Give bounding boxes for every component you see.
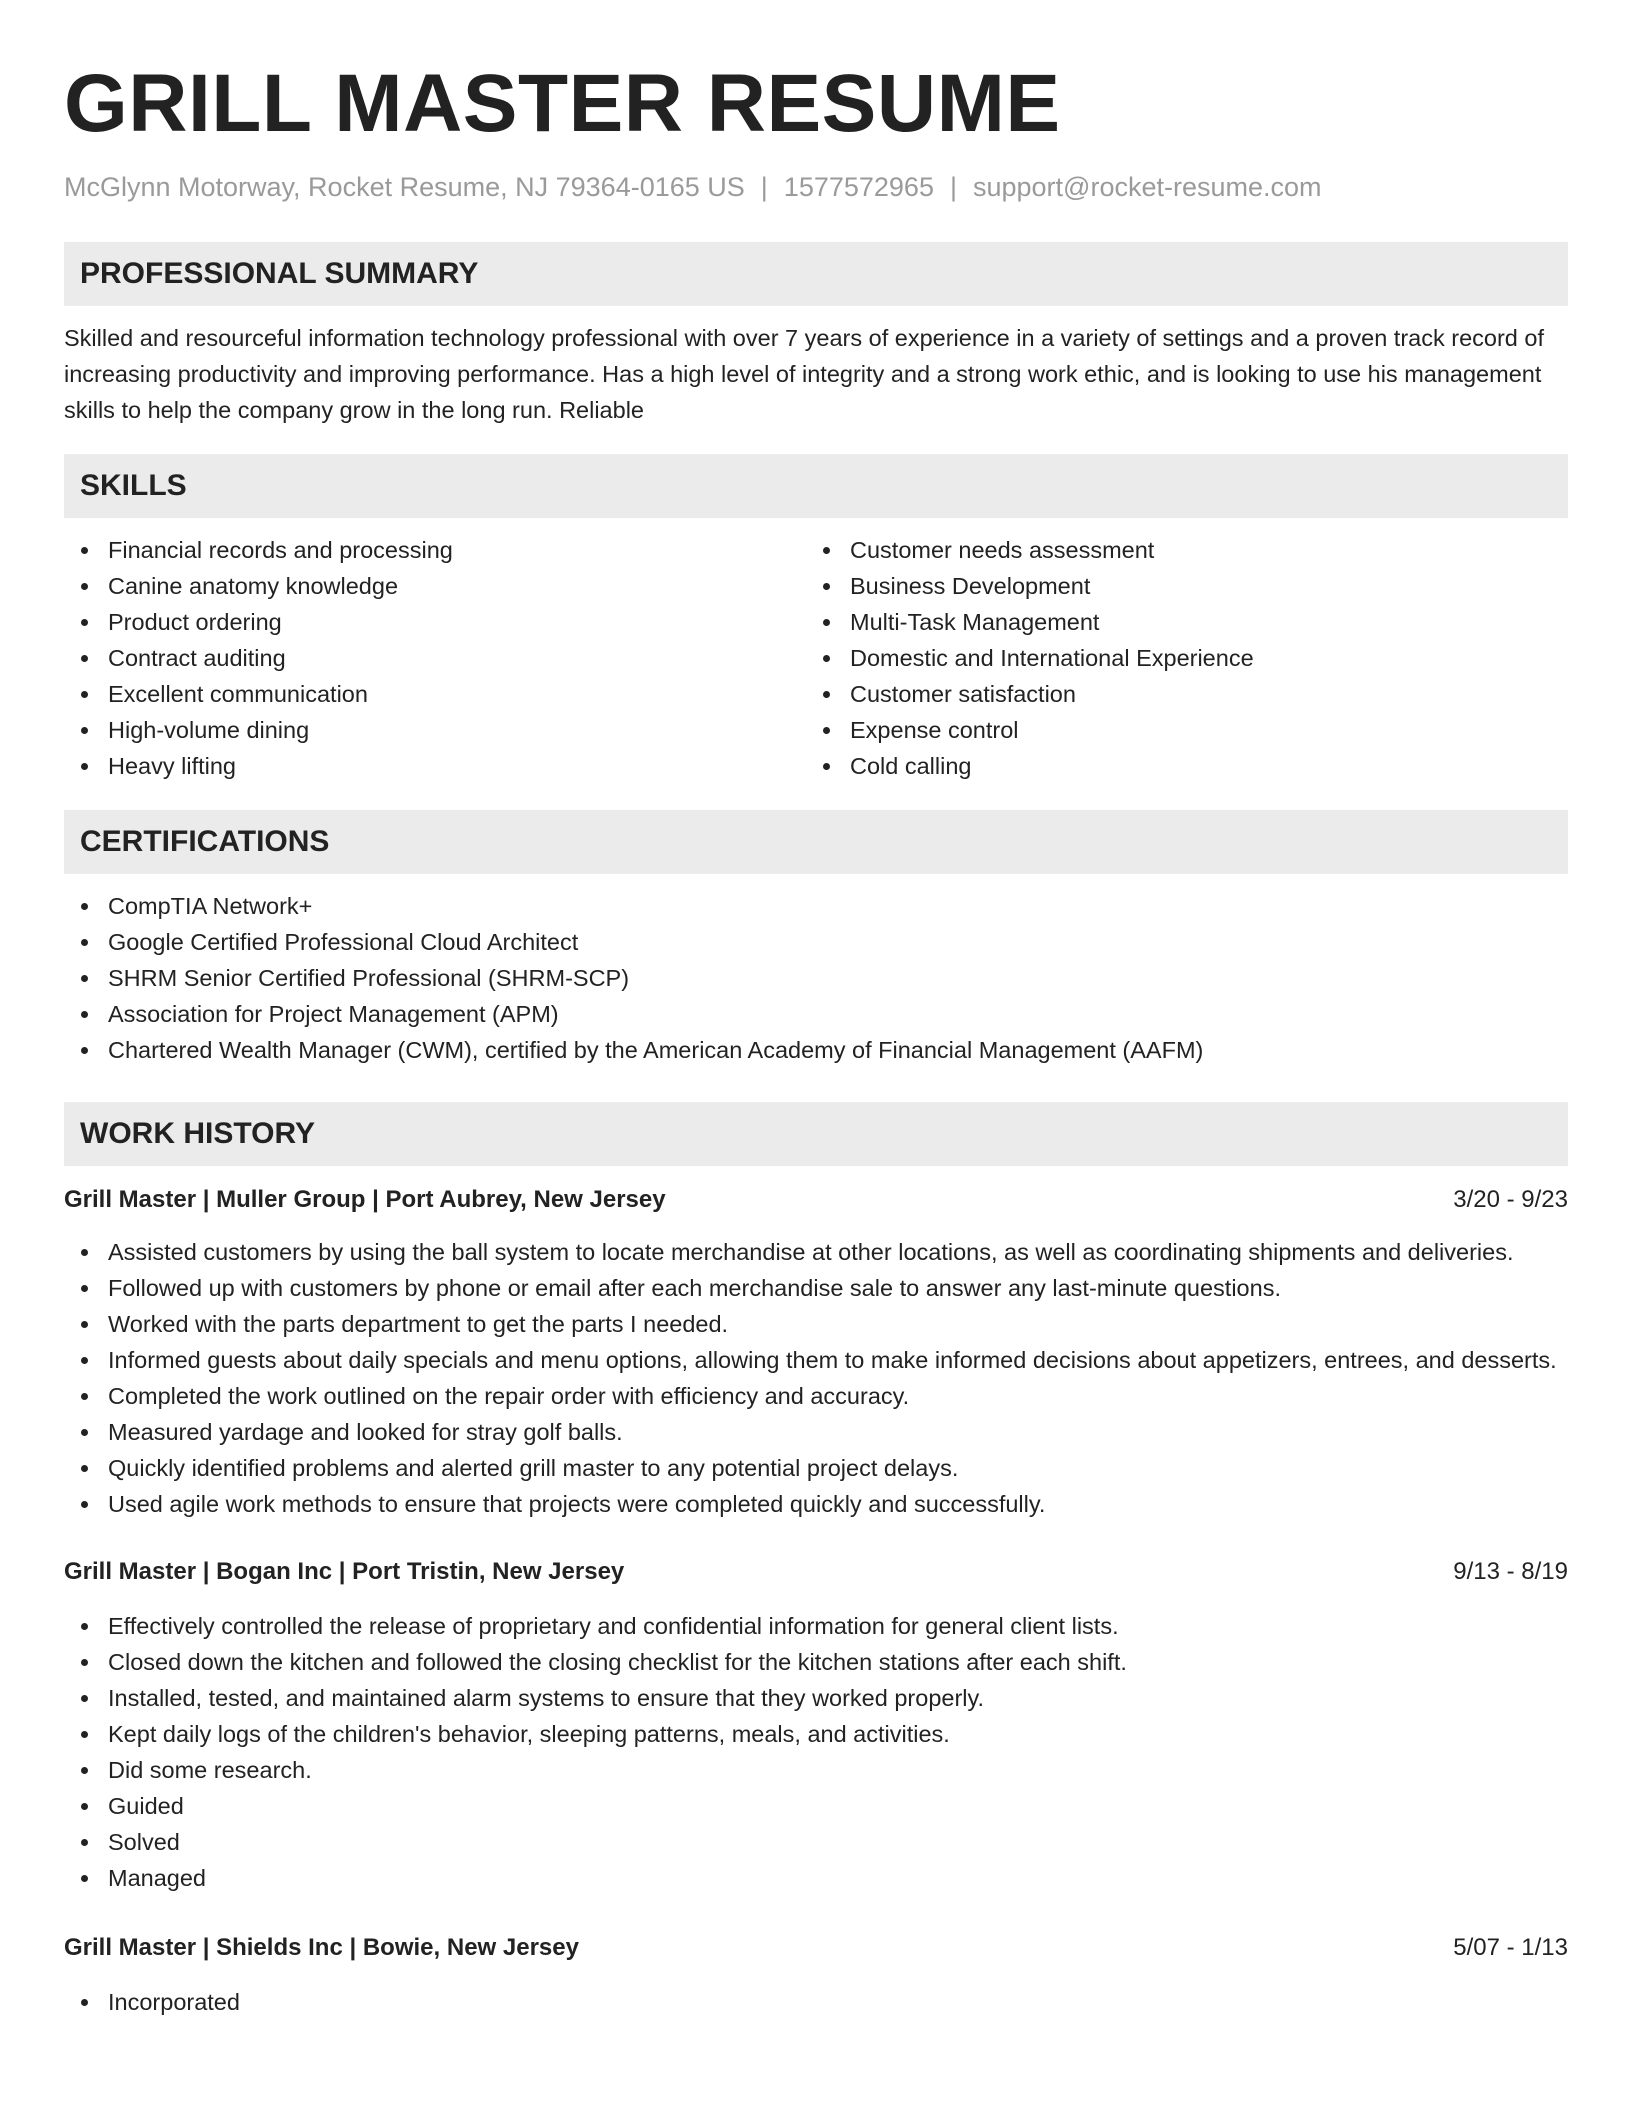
skills-heading: SKILLS — [64, 454, 1568, 518]
job-bullet: Closed down the kitchen and followed the closing checklist for the kitchen stations after each shift. — [64, 1644, 1568, 1680]
skill-item: Contract auditing — [64, 640, 806, 676]
job-dates: 3/20 - 9/23 — [1453, 1186, 1568, 1213]
skill-item: Canine anatomy knowledge — [64, 568, 806, 604]
certifications-heading: CERTIFICATIONS — [64, 810, 1568, 874]
job-bullets — [64, 1608, 1568, 1896]
skill-item: Customer satisfaction — [806, 676, 1548, 712]
job-header — [64, 1930, 1568, 1966]
skills-column-right — [806, 532, 1548, 784]
job-title: Grill Master | Bogan Inc | Port Tristin, New Jersey — [64, 1558, 625, 1585]
skill-item: Multi-Task Management — [806, 604, 1548, 640]
contact-separator: | — [949, 172, 957, 202]
contact-email: support@rocket-resume.com — [972, 172, 1322, 202]
contact-phone: 1577572965 — [783, 172, 934, 202]
contact-address: McGlynn Motorway, Rocket Resume, NJ 79364-0165 US — [64, 172, 745, 202]
work-history-heading: WORK HISTORY — [64, 1102, 1568, 1166]
job-bullet: Followed up with customers by phone or email after each merchandise sale to answer any last-minute questions. — [64, 1270, 1568, 1306]
skill-item: Domestic and International Experience — [806, 640, 1548, 676]
job-dates: 5/07 - 1/13 — [1453, 1934, 1568, 1961]
certification-item: SHRM Senior Certified Professional (SHRM-SCP) — [64, 960, 1568, 996]
job-entry — [64, 1930, 1568, 2020]
certification-item: Chartered Wealth Manager (CWM), certified by the American Academy of Financial Management (AAFM) — [64, 1032, 1568, 1068]
certification-item: Association for Project Management (APM) — [64, 996, 1568, 1032]
job-bullet: Completed the work outlined on the repair order with efficiency and accuracy. — [64, 1378, 1568, 1414]
job-bullet: Solved — [64, 1824, 1568, 1860]
job-header — [64, 1554, 1568, 1590]
job-entry — [64, 1554, 1568, 1896]
skill-item: Excellent communication — [64, 676, 806, 712]
skill-item: Business Development — [806, 568, 1548, 604]
contact-separator: | — [760, 172, 768, 202]
job-bullet: Assisted customers by using the ball system to locate merchandise at other locations, as well as coordinating shipments and deliveries. — [64, 1234, 1568, 1270]
job-bullet: Incorporated — [64, 1984, 1568, 2020]
skill-item: Customer needs assessment — [806, 532, 1548, 568]
skill-item: Cold calling — [806, 748, 1548, 784]
job-title: Grill Master | Shields Inc | Bowie, New Jersey — [64, 1934, 579, 1961]
resume-title: GRILL MASTER RESUME — [64, 58, 1061, 149]
skill-item: Expense control — [806, 712, 1548, 748]
job-bullets — [64, 1234, 1568, 1522]
job-header — [64, 1182, 1568, 1218]
summary-heading: PROFESSIONAL SUMMARY — [64, 242, 1568, 306]
job-bullet: Quickly identified problems and alerted grill master to any potential project delays. — [64, 1450, 1568, 1486]
certification-item: CompTIA Network+ — [64, 888, 1568, 924]
skill-item: Product ordering — [64, 604, 806, 640]
job-bullet: Used agile work methods to ensure that projects were completed quickly and successfully. — [64, 1486, 1568, 1522]
summary-text: Skilled and resourceful information technology professional with over 7 years of experience in a variety of settings and a proven track record of increasing productivity and improving performance. Has a high level of integrity and a strong work ethic, and is looking to use his management skills to help the company grow in the long run. Reliable — [64, 325, 1544, 423]
job-bullet: Kept daily logs of the children's behavior, sleeping patterns, meals, and activities. — [64, 1716, 1568, 1752]
contact-line — [64, 170, 1568, 204]
skill-item: High-volume dining — [64, 712, 806, 748]
job-bullet: Informed guests about daily specials and menu options, allowing them to make informed decisions about appetizers, entrees, and desserts. — [64, 1342, 1568, 1378]
job-dates: 9/13 - 8/19 — [1453, 1558, 1568, 1585]
job-bullet: Installed, tested, and maintained alarm systems to ensure that they worked properly. — [64, 1680, 1568, 1716]
certifications-list — [64, 888, 1568, 1068]
job-title: Grill Master | Muller Group | Port Aubrey, New Jersey — [64, 1186, 666, 1213]
resume-page — [64, 0, 1568, 2020]
job-bullet: Did some research. — [64, 1752, 1568, 1788]
job-bullet: Effectively controlled the release of proprietary and confidential information for general client lists. — [64, 1608, 1568, 1644]
job-bullet: Guided — [64, 1788, 1568, 1824]
skill-item: Financial records and processing — [64, 532, 806, 568]
job-bullets — [64, 1984, 1568, 2020]
skill-item: Heavy lifting — [64, 748, 806, 784]
job-bullet: Managed — [64, 1860, 1568, 1896]
skills-list — [64, 532, 1568, 784]
job-entry — [64, 1182, 1568, 1522]
skills-column-left — [64, 532, 806, 784]
certification-item: Google Certified Professional Cloud Architect — [64, 924, 1568, 960]
job-bullet: Measured yardage and looked for stray golf balls. — [64, 1414, 1568, 1450]
job-bullet: Worked with the parts department to get the parts I needed. — [64, 1306, 1568, 1342]
